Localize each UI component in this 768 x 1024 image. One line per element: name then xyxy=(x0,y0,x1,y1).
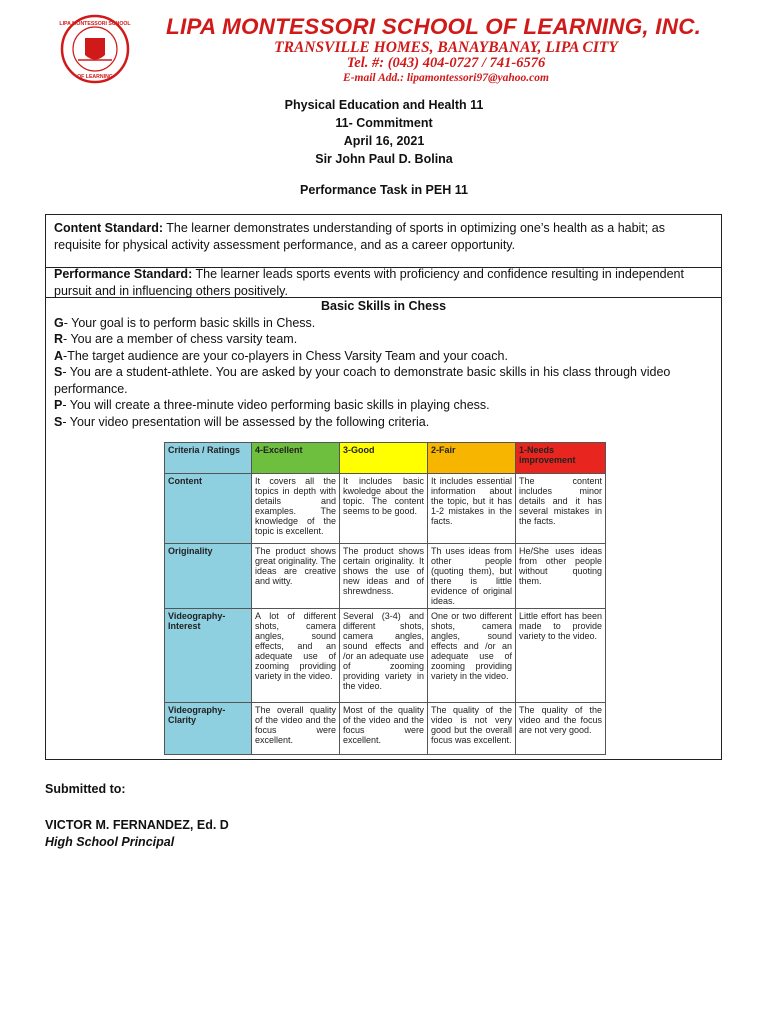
grasps-item-letter: S xyxy=(54,365,63,379)
rubric-criteria-cell: Videography-Clarity xyxy=(165,703,252,755)
grasps-title: Basic Skills in Chess xyxy=(320,299,447,313)
letterhead xyxy=(0,0,768,92)
grasps-item xyxy=(54,364,713,397)
content-standard xyxy=(46,215,721,268)
school-telephone: Tel. #: (043) 404-0727 / 741-6576 xyxy=(346,55,546,71)
rubric-header-good: 3-Good xyxy=(340,443,428,474)
principal-title: High School Principal xyxy=(45,835,175,849)
rubric-criteria-cell: Originality xyxy=(165,544,252,609)
rubric-table xyxy=(164,442,606,755)
rubric-rating-cell: One or two different shots, camera angles, sound effects and /or an adequate use of zooming providing variety in the video. xyxy=(428,609,516,703)
submitted-to-label: Submitted to: xyxy=(45,782,126,796)
grasps-item xyxy=(54,397,713,414)
grasps-item-text: You are a member of chess varsity team. xyxy=(70,332,298,346)
grasps-item-separator: - xyxy=(63,332,71,346)
grasps-item-letter: S xyxy=(54,414,63,429)
grasps-section xyxy=(46,298,721,430)
content-standard-label: Content Standard: xyxy=(54,221,164,235)
principal-name: VICTOR M. FERNANDEZ, Ed. D xyxy=(45,818,229,832)
rubric-header-row xyxy=(165,443,606,474)
grasps-list xyxy=(54,315,713,431)
grasps-item-text: Your video presentation will be assessed by the following criteria. xyxy=(69,414,430,429)
section-name: 11- Commitment xyxy=(335,116,433,130)
document-heading xyxy=(0,96,768,168)
school-email: E-mail Add.: lipamontessori97@yahoo.com xyxy=(343,72,549,84)
grasps-item xyxy=(54,348,713,365)
grasps-item-separator: - xyxy=(62,398,70,412)
grasps-item-letter: G xyxy=(54,315,64,330)
rubric-rating-cell: It includes essential information about the topic, but it has 1-2 mistakes in the facts. xyxy=(428,474,516,544)
rubric-row xyxy=(165,544,606,609)
rubric-rating-cell: The quality of the video and the focus are not very good. xyxy=(516,703,606,755)
school-seal-logo xyxy=(50,14,140,84)
rubric-header-needs-improvement: 1-Needs improvement xyxy=(516,443,606,474)
rubric-body xyxy=(165,474,606,755)
rubric-header-excellent: 4-Excellent xyxy=(252,443,340,474)
rubric-row xyxy=(165,609,606,703)
grasps-item-letter: P xyxy=(54,398,63,412)
rubric-criteria-cell: Content xyxy=(165,474,252,544)
grasps-item-letter: R xyxy=(54,332,64,346)
svg-text:LIPA MONTESSORI SCHOOL: LIPA MONTESSORI SCHOOL xyxy=(59,21,131,27)
document-date: April 16, 2021 xyxy=(343,134,425,148)
grasps-item xyxy=(54,331,713,348)
rubric-rating-cell: Th uses ideas from other people (quoting them), but there is little evidence of original ideas. xyxy=(428,544,516,609)
grasps-item-separator: - xyxy=(63,348,68,363)
rubric-rating-cell: The content includes minor details and it has several mistakes in the facts. xyxy=(516,474,606,544)
grasps-item-text: Your goal is to perform basic skills in Chess. xyxy=(71,315,316,330)
grasps-item-text: You will create a three-minute video performing basic skills in playing chess. xyxy=(69,398,490,412)
rubric-header-fair: 2-Fair xyxy=(428,443,516,474)
grasps-item xyxy=(54,315,713,332)
rubric-header-criteria: Criteria / Ratings xyxy=(165,443,252,474)
performance-standard-text: The learner leads sports events with proficiency and confidence resulting in independent pursuit and in influencing others positively. xyxy=(54,267,684,298)
rubric-row xyxy=(165,474,606,544)
grasps-item-separator: - xyxy=(62,365,70,379)
rubric-rating-cell: The product shows great originality. The ideas are creative and witty. xyxy=(252,544,340,609)
rubric-rating-cell: The quality of the video is not very good but the overall focus was excellent. xyxy=(428,703,516,755)
content-standard-text: The learner demonstrates understanding of sports in optimizing one’s health as a habit; as requisite for physical activity assessment performance, and as a career opportunity. xyxy=(54,221,665,252)
rubric-row xyxy=(165,703,606,755)
rubric-rating-cell: He/She uses ideas from other people without quoting them. xyxy=(516,544,606,609)
grasps-item-letter: A xyxy=(54,348,64,363)
rubric-rating-cell: Little effort has been made to provide variety to the video. xyxy=(516,609,606,703)
rubric-rating-cell: It includes basic kwoledge about the topic. The content seems to be good. xyxy=(340,474,428,544)
grasps-item xyxy=(54,414,713,431)
school-name: LIPA MONTESSORI SCHOOL OF LEARNING, INC. xyxy=(166,14,702,39)
performance-standard-label: Performance Standard: xyxy=(54,267,193,281)
performance-standard xyxy=(46,268,721,298)
rubric-criteria-cell: Videography-Interest xyxy=(165,609,252,703)
rubric-rating-cell: Most of the quality of the video and the focus were excellent. xyxy=(340,703,428,755)
rubric-rating-cell: The product shows certain originality. It shows the use of new ideas and of shrewdness. xyxy=(340,544,428,609)
school-address: TRANSVILLE HOMES, BANAYBANAY, LIPA CITY xyxy=(274,39,618,56)
grasps-item-separator: - xyxy=(63,315,72,330)
rubric-rating-cell: The overall quality of the video and the focus were excellent. xyxy=(252,703,340,755)
teacher-name: Sir John Paul D. Bolina xyxy=(315,152,453,166)
grasps-item-separator: - xyxy=(62,414,70,429)
rubric-rating-cell: Several (3-4) and different shots, camera angles, sound effects and /or an adequate use of zooming providing variety in the video. xyxy=(340,609,428,703)
rubric-rating-cell: It covers all the topics in depth with details and examples. The knowledge of the topic is excellent. xyxy=(252,474,340,544)
task-title: Performance Task in PEH 11 xyxy=(300,183,468,197)
rubric-rating-cell: A lot of different shots, camera angles, sound effects, and an adequate use of zooming providing variety in the video. xyxy=(252,609,340,703)
svg-text:OF LEARNING: OF LEARNING xyxy=(77,74,113,80)
subject-title: Physical Education and Health 11 xyxy=(284,98,484,112)
grasps-item-text: The target audience are your co-players in Chess Varsity Team and your coach. xyxy=(67,348,508,363)
grasps-item-text: You are a student-athlete. You are asked by your coach to demonstrate basic skills in his class through video performance. xyxy=(54,365,671,396)
